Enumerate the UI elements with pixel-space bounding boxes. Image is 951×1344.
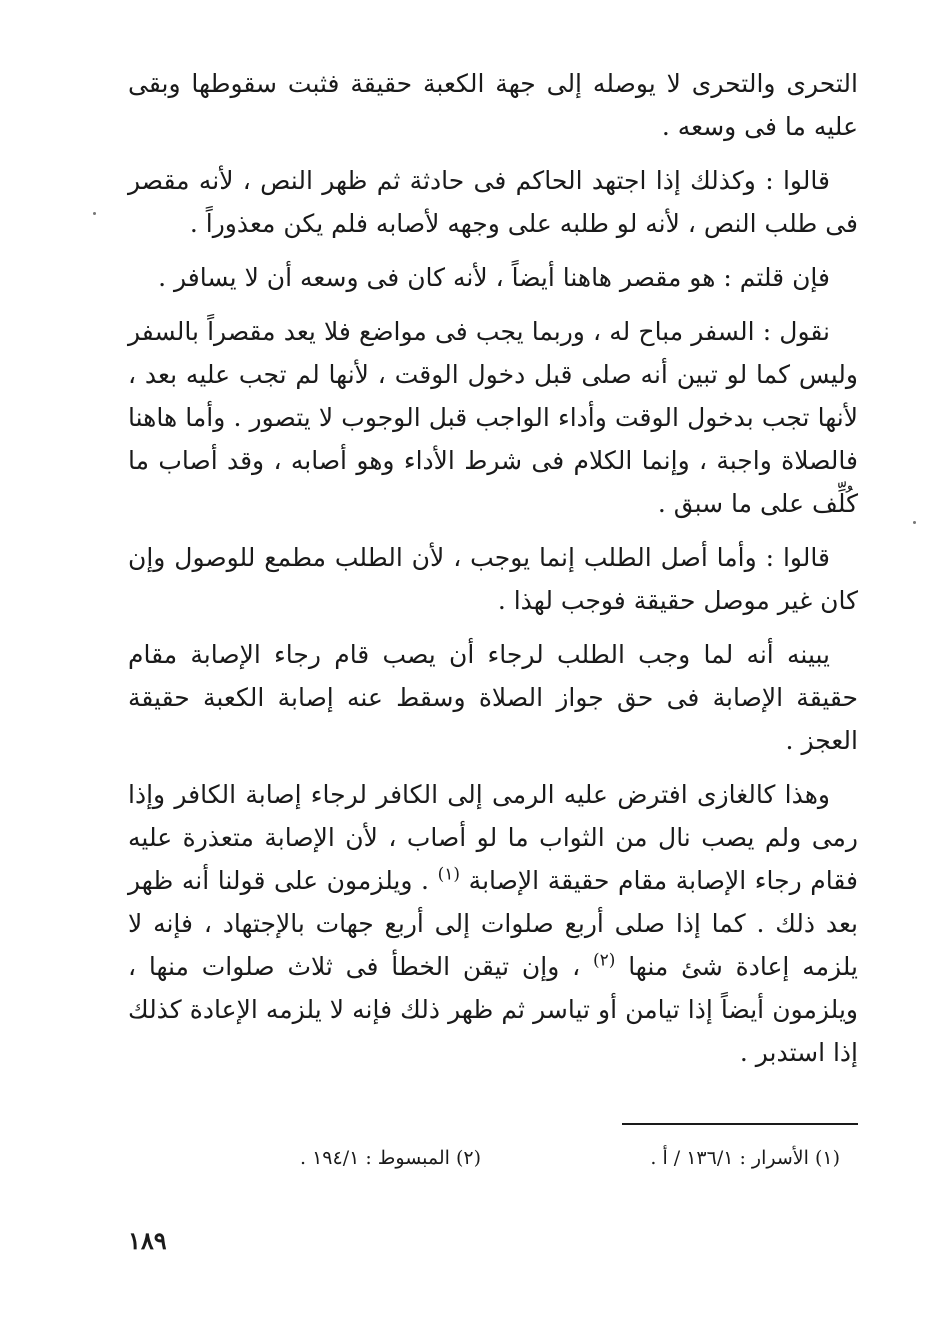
footnote-1: (١) الأسرار : ١٣٦/١ / أ .	[650, 1147, 840, 1169]
paragraph-1: التحرى والتحرى لا يوصله إلى جهة الكعبة حقيقة فثبت سقوطها وبقى عليه ما فى وسعه .	[128, 69, 858, 141]
scan-speck	[913, 521, 916, 524]
paragraph-6: يبينه أنه لما وجب الطلب لرجاء أن يصب قام رجاء الإصابة مقام حقيقة الإصابة فى حق جواز الصلاة وسقط عنه إصابة الكعبة حقيقة العجز .	[128, 640, 858, 755]
paragraph-7	[128, 773, 858, 1074]
paragraph-7-part-2: . ويلزمون على قولنا أنه ظهر بعد ذلك . كما إذا صلى أربع صلوات إلى أربع جهات بالإجتهاد ، فإنه لا يلزمه إعادة شئ منها	[128, 866, 858, 981]
paragraph-5: قالوا : وأما أصل الطلب إنما يوجب ، لأن الطلب مطمع للوصول وإن كان غير موصل حقيقة فوجب لهذا .	[128, 543, 858, 615]
main-text	[128, 62, 858, 1085]
footnote-ref-2: (٢)	[592, 950, 616, 971]
footnotes	[300, 1144, 840, 1172]
paragraph-7-part-3: ، وإن تيقن الخطأ فى ثلاث صلوات منها ، ويلزمون أيضاً إذا تيامن أو تياسر ثم ظهر ذلك فإنه لا يلزمه الإعادة كذلك إذا استدبر .	[128, 952, 858, 1067]
paragraph-3: فإن قلتم : هو مقصر هاهنا أيضاً ، لأنه كان فى وسعه أن لا يسافر .	[158, 263, 830, 292]
footnote-2: (٢) المبسوط : ١٩٤/١ .	[300, 1147, 482, 1169]
paragraph-7-part-1: وهذا كالغازى افترض عليه الرمى إلى الكافر لرجاء إصابة الكافر وإذا رمى ولم يصب نال من الثواب ما لو أصاب ، لأن الإصابة متعذرة عليه فقام رجاء الإصابة مقام حقيقة الإصابة	[128, 780, 858, 895]
scan-speck	[93, 212, 96, 215]
paragraph-2: قالوا : وكذلك إذا اجتهد الحاكم فى حادثة ثم ظهر النص ، لأنه مقصر فى طلب النص ، لأنه لو طلبه على وجهه لأصابه فلم يكن معذوراً .	[128, 166, 858, 238]
footnote-ref-1: (١)	[437, 864, 461, 885]
footnote-divider	[622, 1123, 858, 1125]
page-number: ١٨٩	[128, 1226, 167, 1255]
paragraph-4: نقول : السفر مباح له ، وربما يجب فى مواضع فلا يعد مقصراً بالسفر وليس كما لو تبين أنه صلى قبل دخول الوقت ، لأنها لم تجب عليه بعد ، لأنها تجب بدخول الوقت وأداء الواجب قبل الوجوب لا يتصور . وأما هاهنا فالصلاة واجبة ، وإنما الكلام فى شرط الأداء وهو أصابه ، وقد أصاب ما كُلِّف على ما سبق .	[128, 317, 858, 518]
